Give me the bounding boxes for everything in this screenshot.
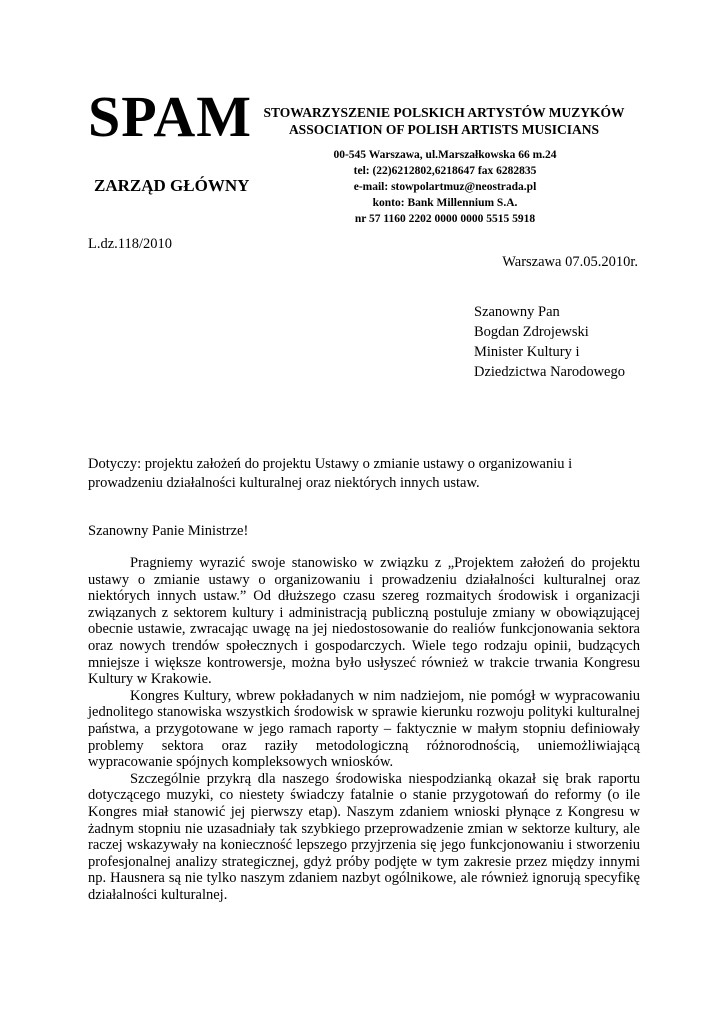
addressee-line: Bogdan Zdrojewski [474, 324, 589, 340]
salutation: Szanowny Panie Ministrze! [88, 523, 249, 539]
addressee-line: Szanowny Pan [474, 304, 560, 320]
contact-address: 00-545 Warszawa, ul.Marszałkowska 66 m.24 [333, 149, 557, 161]
contact-block [300, 147, 590, 227]
board-title: ZARZĄD GŁÓWNY [94, 176, 250, 195]
letter-date: Warszawa 07.05.2010r. [502, 254, 638, 270]
contact-account: nr 57 1160 2202 0000 0000 5515 5918 [354, 213, 536, 225]
addressee-block [474, 302, 625, 382]
letter-body [88, 555, 640, 903]
subject-line: Dotyczy: projektu założeń do projektu Ustawy o zmianie ustawy o organizowaniu i prowadzeniu działalności kulturalnej oraz niektórych innych ustaw. [88, 456, 573, 491]
organization-logo: SPAM [88, 84, 253, 149]
body-paragraph: Pragniemy wyrazić swoje stanowisko w związku z „Projektem założeń do projektu ustawy o zmianie ustawy o organizowaniu i prowadzeniu działalności kulturalnej oraz niektórych innych ustaw.” Od dłuższego czasu szereg rozmaitych środowisk i organizacji związanych z sektorem kultury i administracją publiczną postuluje zmiany w obowiązującej obecnie ustawie, zwracając uwagę na jej niedostosowanie do realiów funkcjonowania sektora oraz nowych trendów społecznych i gospodarczych. Wiele tego rodzaju opinii, budzących mniejsze i większe kontrowersje, można było usłyszeć również w trakcie trwania Kongresu Kultury w Krakowie. [88, 555, 640, 688]
addressee-line: Minister Kultury i [474, 344, 580, 360]
body-paragraph: Szczególnie przykrą dla naszego środowiska niespodzianką okazał się brak raportu dotyczącego muzyki, co niestety świadczy fatalnie o stanie przygotowań do reformy (o ile Kongres miał stanowić jej pierwszy etap). Naszym zdaniem wnioski płynące z Kongresu w żadnym stopniu nie uzasadniały tak szybkiego przeprowadzenie zmian w sektorze kultury, ale raczej wskazywały na konieczność lepszego przyjrzenia się jego funkcjonowaniu i stworzeniu profesjonalnej analizy strategicznej, gdyż próby podjęte w tym zakresie przez między innymi np. Hausnera są nie tylko naszym zdaniem nazbyt ogólnikowe, ale również ignorują specyfikę działalności kulturalnej. [88, 770, 640, 903]
body-paragraph: Kongres Kultury, wbrew pokładanych w nim nadziejom, nie pomógł w wypracowaniu jednolitego stanowiska wszystkich środowisk w sprawie kierunku rozwoju polityki kulturalnej państwa, a przygotowane w jego ramach raporty – faktycznie w małym stopniu definiowały problemy sektora oraz raziły metodologiczną różnorodnością, uniemożliwiającą wypracowanie spójnych kompleksowych wniosków. [88, 687, 640, 771]
contact-phone: tel: (22)6212802,6218647 fax 6282835 [353, 165, 537, 177]
contact-email: e-mail: stowpolartmuz@neostrada.pl [353, 181, 537, 193]
contact-bank: konto: Bank Millennium S.A. [372, 197, 518, 209]
organization-name-en: ASSOCIATION OF POLISH ARTISTS MUSICIANS [288, 122, 600, 137]
addressee-line: Dziedzictwa Narodowego [474, 364, 625, 380]
organization-name-pl: STOWARZYSZENIE POLSKICH ARTYSTÓW MUZYKÓW [263, 105, 625, 120]
reference-number: L.dz.118/2010 [88, 236, 173, 252]
